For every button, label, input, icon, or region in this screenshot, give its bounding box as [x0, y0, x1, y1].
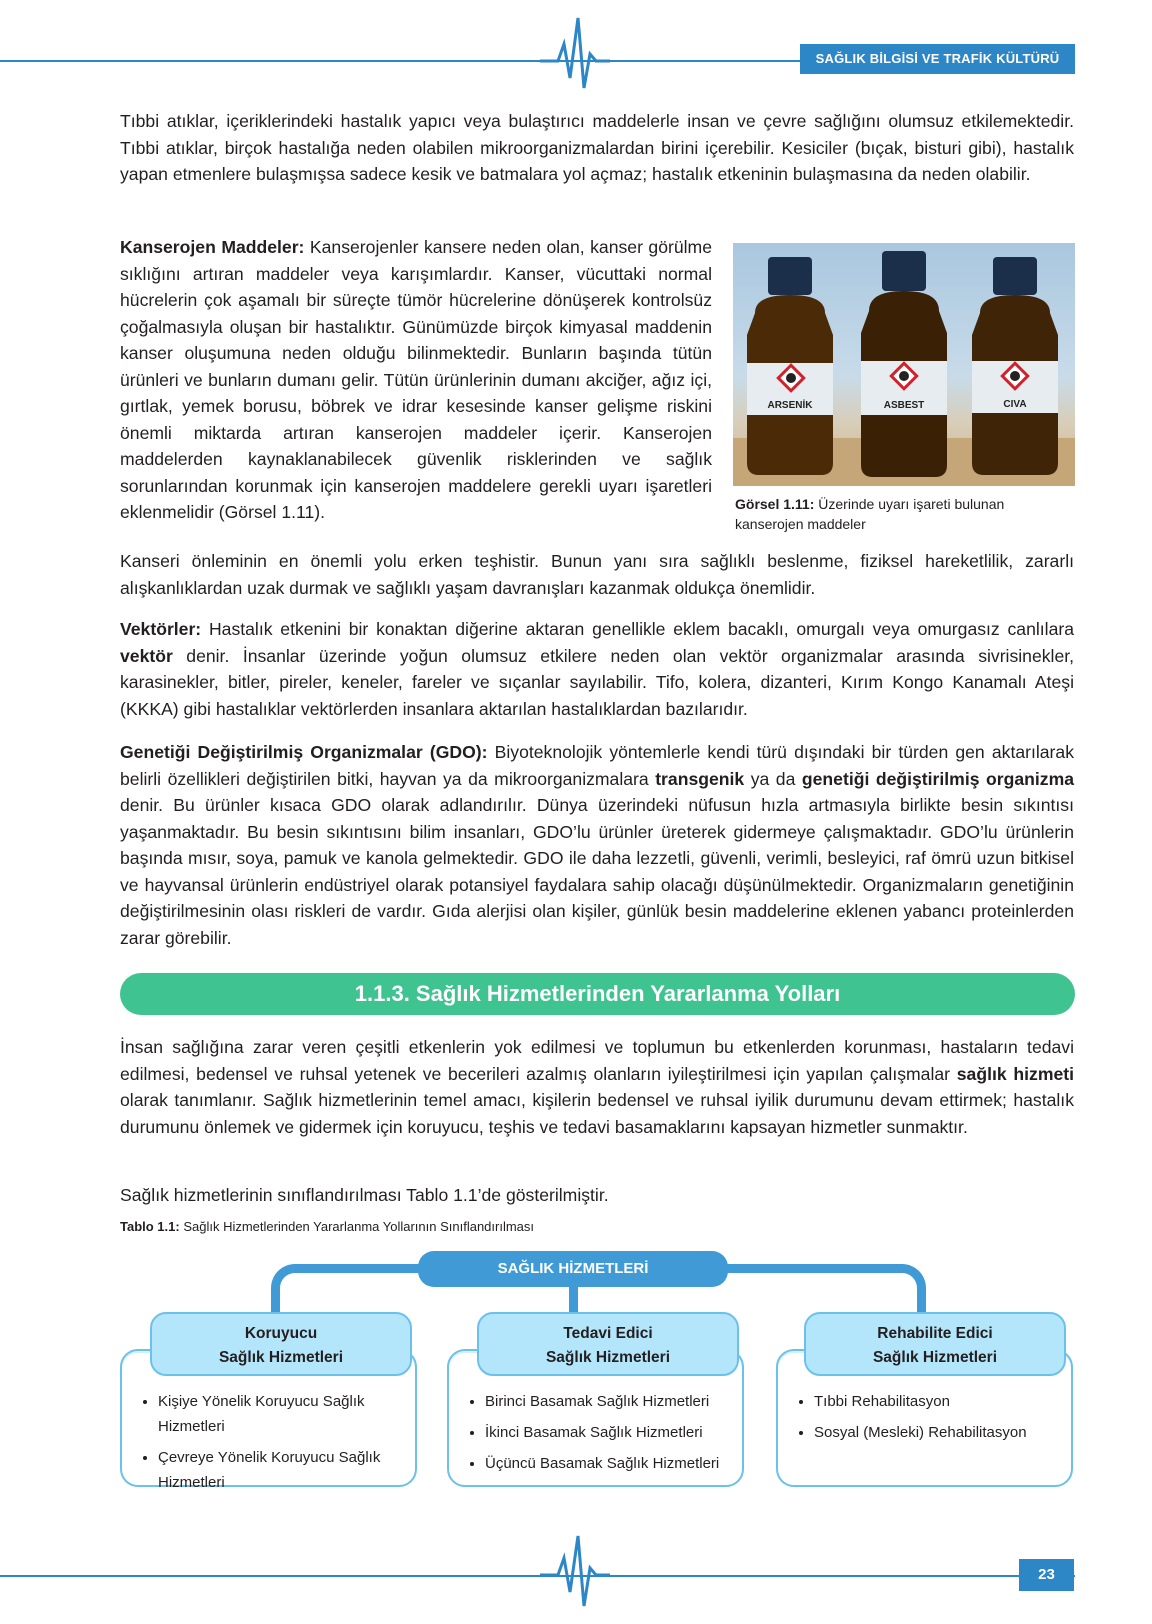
table-caption-text: Sağlık Hizmetlerinden Yararlanma Yollarının Sınıflandırılması — [179, 1219, 535, 1234]
category-preventive-line1: Koruyucu — [244, 1325, 318, 1342]
category-rehab-line1: Rehabilite Edici — [877, 1325, 993, 1342]
category-preventive-line2: Sağlık Hizmetleri — [218, 1349, 344, 1366]
list-item: • Çevreye Yönelik Koruyucu Sağlık Hizmetleri — [158, 1445, 401, 1495]
term-vector: vektör — [120, 645, 173, 666]
category-rehabilitative — [804, 1312, 1066, 1376]
term-transgenic: transgenik — [655, 768, 745, 789]
root-box: SAĞLIK HİZMETLERİ — [418, 1251, 728, 1287]
header-title: SAĞLIK BİLGİSİ VE TRAFİK KÜLTÜRÜ — [800, 44, 1075, 74]
paragraph-medical-waste: Tıbbi atıklar, içeriklerindeki hastalık yapıcı veya bulaştırıcı maddelerle insan ve çevre sağlığını olumsuz etkilemektedir. Tıbbi atıklar, birçok hastalığa neden olabilen mikroorganizmalardan birini içerebilir. Kesiciler (bıçak, bisturi gibi), hastalık yapan etmenlere bulaşmışsa sadece kesik ve batmalara yol açmaz; hastalık etkeninin bulaşmasına da neden olabilir. — [120, 111, 1074, 184]
paragraph-table-intro: Sağlık hizmetlerinin sınıflandırılması Tablo 1.1’de gösterilmiştir. — [120, 1185, 609, 1205]
category-preventive — [150, 1312, 412, 1376]
term-vectors: Vektörler: — [120, 619, 202, 639]
label-mercury: CIVA — [1003, 399, 1027, 410]
text-health-a: İnsan sağlığına zarar veren çeşitli etkenlerin yok edilmesi ve toplumun bu etkenlerden korunması, hastaların tedavi edilmesi, bedensel ve ruhsal yetenek ve becerileri azalmış olanların iyileştirilmesi için yapılan çalışmalar — [120, 1037, 1074, 1084]
paragraph-vectors — [120, 616, 1074, 722]
text-carcinogens: Kanserojenler kansere neden olan, kanser görülme sıklığını artıran maddeler veya karışımlardır. Kanser, vücuttaki normal hücrelerin çok aşamalı bir süreçte tümör hücrelerine dönüşerek kontrolsüz çoğalmasıyla oluşan bir hastalıktır. Günümüzde birçok kimyasal maddenin kanser oluşumuna neden olduğu bilinmektedir. Bunların başında tütün ürünleri ve bunların dumanı gelir. Tütün ürünlerinin dumanı akciğer, ağız içi, gırtlak, yemek borusu, böbrek ve idrar kesesinde kanser gelişme riskini önemli miktarda artıran kanserojen maddeler içerir. Kanserojen maddelerden kaynaklanabilecek güvenlik risklerinden ve sağlık sorunlarından korunmak için kanserojen maddelere gerekli uyarı işaretleri eklenmelidir (Görsel 1.11). — [120, 237, 712, 522]
paragraph-health-services — [120, 1034, 1074, 1140]
text-vectors-b: denir. İnsanlar üzerinde yoğun olumsuz etkilere neden olan vektör organizmalar arasında sivrisinekler, karasinekler, bitler, pireler, keneler, fareler ve sıçanlar sayılabilir. Tifo, kolera, dizanteri, Kırım Kongo Kanamalı Ateşi (KKKA) gibi hastalıklar vektörlerden insanlara aktarılan hastalıklardan bazılarıdır. — [120, 645, 1074, 719]
category-curative — [477, 1312, 739, 1376]
category-curative-line2: Sağlık Hizmetleri — [545, 1349, 671, 1366]
term-carcinogens: Kanserojen Maddeler: — [120, 237, 305, 257]
list-item: • Kişiye Yönelik Koruyucu Sağlık Hizmetleri — [158, 1389, 401, 1439]
list-item: • İkinci Basamak Sağlık Hizmetleri — [485, 1420, 728, 1445]
section-heading: 1.1.3. Sağlık Hizmetlerinden Yararlanma Yolları — [120, 973, 1075, 1015]
list-item: • Üçüncü Basamak Sağlık Hizmetleri — [485, 1451, 728, 1476]
table-caption — [120, 1219, 534, 1234]
text-vectors-a: Hastalık etkenini bir konaktan diğerine aktaran genellikle eklem bacaklı, omurgalı veya omurgasız canlılara — [201, 619, 1074, 639]
page-number: 23 — [1019, 1559, 1074, 1591]
category-curative-line1: Tedavi Edici — [563, 1325, 653, 1342]
figure-caption-text: Üzerinde uyarı işareti bulunan kanserojen maddeler — [735, 496, 1005, 532]
carcinogen-bottles-image — [733, 243, 1075, 486]
heartbeat-icon — [540, 14, 610, 94]
table-caption-ref: Tablo 1.1: — [120, 1219, 180, 1234]
text-gmo-c: denir. Bu ürünler kısaca GDO olarak adlandırılır. Dünya üzerindeki nüfusun hızla artmasıyla birlikte besin sıkıntısı yaşanmaktadır. Bu besin sıkıntısını bilim insanları, GDO’lu ürünler üreterek gidermeye çalışmaktadır. GDO’lu ürünlerin başında mısır, soya, pamuk ve kanola gelmektedir. GDO ile daha lezzetli, güvenli, verimli, besleyici, raf ömrü uzun bitkisel ve hayvansal ürünlerin endüstriyel olarak potansiyel faydalara sahip olacağı düşünülmektedir. Organizmaların genetiğinin değiştirilmesinin olası riskleri de vardır. Gıda alerjisi olan kişiler, günlük besin maddelerine eklenen yabancı proteinlerden zarar görebilir. — [120, 795, 1074, 948]
label-asbestos: ASBEST — [883, 400, 925, 411]
list-item: • Tıbbi Rehabilitasyon — [814, 1389, 1057, 1414]
footer-rule — [0, 1575, 1075, 1577]
paragraph-gmo — [120, 739, 1074, 951]
term-gmo: Genetiği Değiştirilmiş Organizmalar (GDO): — [120, 742, 488, 762]
list-item: • Birinci Basamak Sağlık Hizmetleri — [485, 1389, 728, 1414]
heartbeat-icon — [540, 1534, 610, 1614]
figure-caption — [735, 494, 1075, 534]
paragraph-cancer-prevention: Kanseri önleminin en önemli yolu erken teşhistir. Bunun yanı sıra sağlıklı beslenme, fiziksel hareketlilik, zararlı alışkanlıklardan uzak durmak ve sağlıklı yaşam davranışları kazanmak oldukça önemlidir. — [120, 551, 1074, 598]
text-health-b: olarak tanımlanır. Sağlık hizmetlerinin temel amacı, kişilerin bedensel ve ruhsal iyilik durumunu devam ettirmek; hastalık durumunu önlemek ve gidermek için koruyucu, teşhis ve tedavi basamaklarını kapsayan hizmetler sunmaktır. — [120, 1090, 1074, 1137]
paragraph-carcinogens — [120, 234, 712, 526]
label-arsenic: ARSENİK — [767, 400, 813, 411]
tree-connector-center — [569, 1287, 578, 1312]
figure-caption-ref: Görsel 1.11: — [735, 496, 815, 512]
text-gmo-a: Biyoteknolojik yöntemlerle kendi türü dışındaki bir türden gen aktarılarak belirli özellikleri değiştirilen bitki, hayvan ya da mikroorganizmalara — [120, 742, 1074, 789]
term-health-service: sağlık hizmeti — [956, 1063, 1074, 1084]
term-gm-organism: genetiği değiştirilmiş organizma — [801, 768, 1074, 789]
list-item: • Sosyal (Mesleki) Rehabilitasyon — [814, 1420, 1057, 1445]
category-rehab-line2: Sağlık Hizmetleri — [872, 1349, 998, 1366]
text-gmo-b: ya da — [744, 768, 802, 789]
